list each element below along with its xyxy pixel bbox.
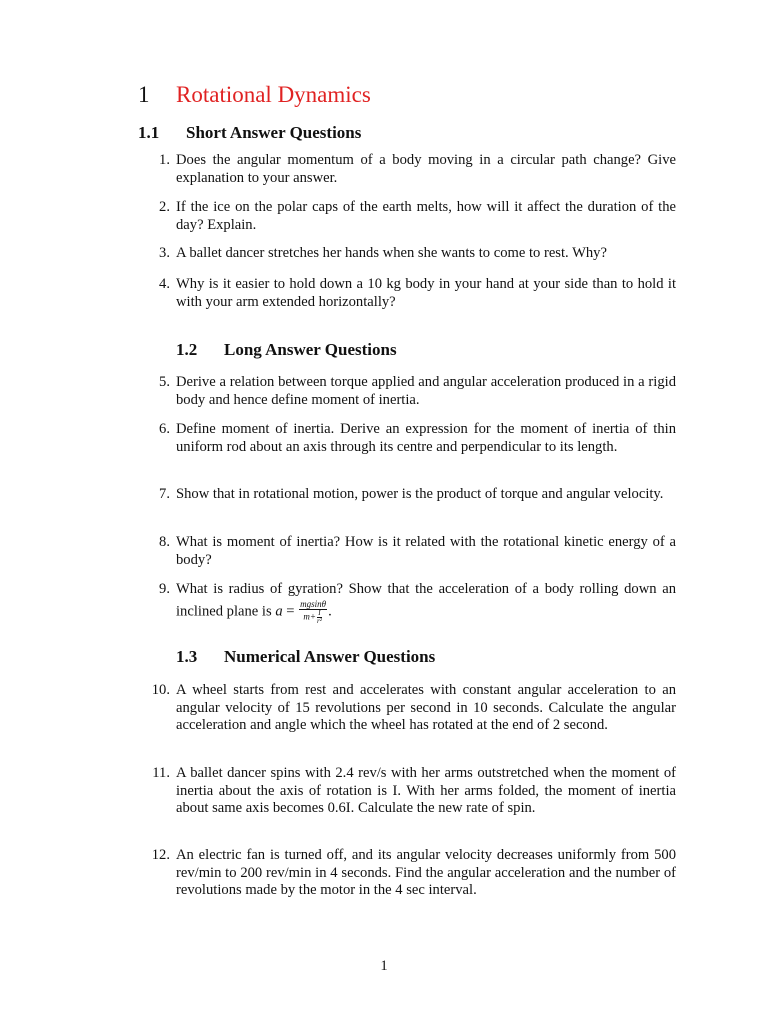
- question-item: [138, 199, 676, 234]
- formula-end: .: [328, 602, 332, 619]
- section-number: 1.3: [176, 647, 198, 666]
- section-heading-long-answer: [176, 340, 397, 360]
- question-text: Show that in rotational motion, power is the product of torque and angular velocity.: [176, 486, 664, 502]
- formula-numerator: mgsinθ: [300, 598, 327, 609]
- question-number: 6.: [159, 421, 170, 437]
- chapter-number: 1: [138, 82, 150, 107]
- question-text: Derive a relation between torque applied and angular acceleration produced in a rigid body and hence define moment of inertia.: [176, 374, 676, 408]
- question-number: 2.: [159, 199, 170, 215]
- section-number: 1.2: [176, 340, 198, 359]
- question-text: Define moment of inertia. Derive an expression for the moment of inertia of thin uniform rod about an axis through its centre and perpendicular to its length.: [176, 421, 676, 455]
- question-number: 8.: [159, 534, 170, 550]
- formula-denominator: [299, 610, 327, 625]
- question-item: [138, 765, 676, 818]
- question-item: [138, 245, 676, 263]
- question-text: A ballet dancer spins with 2.4 rev/s with her arms outstretched when the moment of inertia about the axis of rotation is I. With her arms folded, the moment of inertia about same axis becomes 0.6I. Calculate the new rate of spin.: [176, 765, 676, 817]
- formula-variable: a: [275, 602, 283, 619]
- question-item: [138, 847, 676, 900]
- question-text: A ballet dancer stretches her hands when she wants to come to rest. Why?: [176, 245, 607, 261]
- question-number: 1.: [159, 152, 170, 168]
- formula-inner-numerator: I: [318, 608, 321, 617]
- question-number: 7.: [159, 486, 170, 502]
- question-item: [138, 374, 676, 409]
- question-item: [138, 421, 676, 456]
- question-text: An electric fan is turned off, and its angular velocity decreases uniformly from 500 rev/min to 200 rev/min in 4 seconds. Find the angular acceleration and the number of revolutions made by the motor in the 4 sec interval.: [176, 847, 676, 899]
- question-text: What is moment of inertia? How is it related with the rotational kinetic energy of a body?: [176, 534, 676, 568]
- chapter-heading: [138, 82, 371, 108]
- question-text: Does the angular momentum of a body moving in a circular path change? Give explanation to your answer.: [176, 152, 676, 186]
- formula-denominator-base: m+: [303, 611, 316, 622]
- question-number: 5.: [159, 374, 170, 390]
- section-heading-numerical: [176, 647, 435, 667]
- formula-inner-fraction: [317, 610, 322, 625]
- question-item: [138, 486, 676, 504]
- question-number: 12.: [151, 847, 170, 863]
- question-text: [176, 581, 676, 625]
- section-heading-short-answer: [138, 123, 361, 143]
- question-text: A wheel starts from rest and accelerates with constant angular acceleration to an angular velocity of 15 revolutions per second in 10 seconds. Calculate the angular acceleration and angle which the wheel has rotated at the end of 2 second.: [176, 682, 676, 734]
- question-item: [138, 152, 676, 187]
- acceleration-formula: [299, 599, 327, 625]
- question-number: 3.: [159, 245, 170, 261]
- question-item: [138, 534, 676, 569]
- chapter-title: Rotational Dynamics: [176, 82, 371, 107]
- section-number: 1.1: [138, 123, 160, 142]
- question-number: 9.: [159, 581, 170, 597]
- section-title: Short Answer Questions: [186, 123, 362, 142]
- question-number: 10.: [151, 682, 170, 698]
- question-number: 4.: [159, 276, 170, 292]
- question-text: Why is it easier to hold down a 10 kg body in your hand at your side than to hold it with your arm extended horizontally?: [176, 276, 676, 310]
- question-item: [138, 682, 676, 735]
- page-number: 1: [380, 958, 388, 974]
- question-item: [138, 581, 676, 625]
- section-title: Long Answer Questions: [224, 340, 397, 359]
- question-item: [138, 276, 676, 311]
- formula-inner-denominator: r²: [316, 616, 322, 625]
- question-number: 11.: [152, 765, 170, 781]
- section-title: Numerical Answer Questions: [224, 647, 436, 666]
- formula-equals: =: [282, 602, 299, 619]
- question-text: If the ice on the polar caps of the earth melts, how will it affect the duration of the day? Explain.: [176, 199, 676, 233]
- question-text-body: What is radius of gyration? Show that the acceleration of a body rolling down an inclined plane is: [176, 581, 676, 619]
